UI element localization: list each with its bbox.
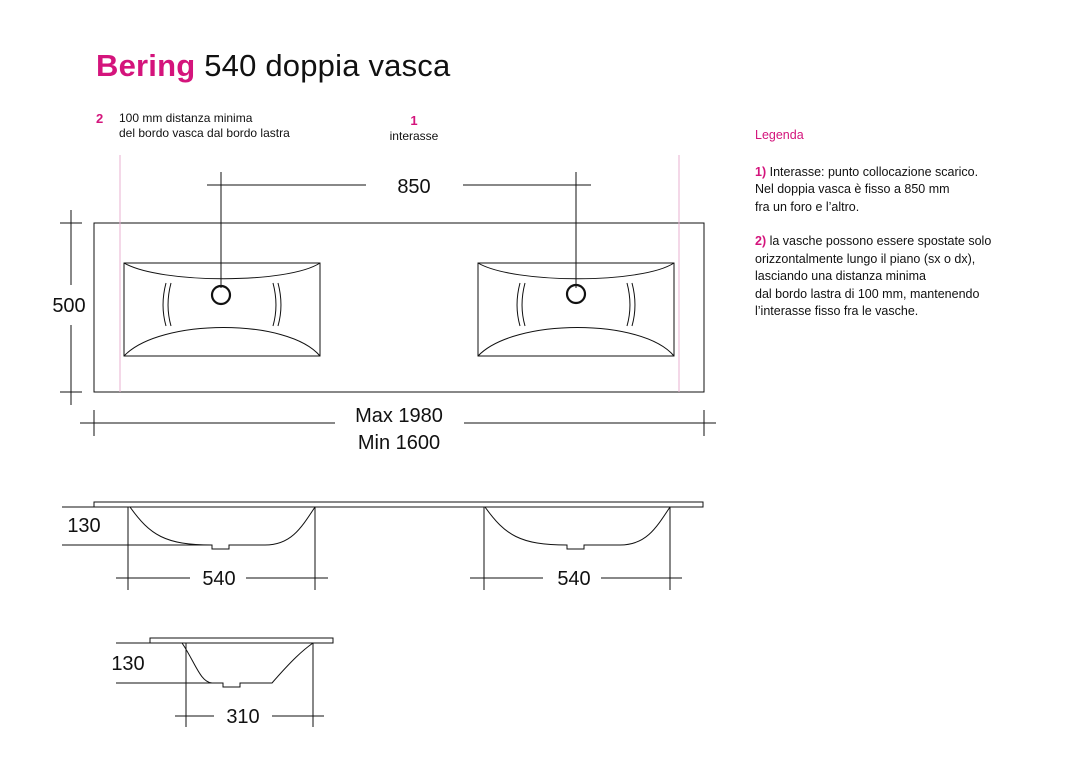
- top-view-basin-left: [124, 263, 320, 356]
- label-basin-right: 540: [557, 568, 591, 590]
- note-min-distance-number: 2: [96, 111, 104, 126]
- legend-item-2-line: la vasche possono essere spostate solo: [769, 234, 992, 248]
- legend-item-2-key: 2): [755, 234, 767, 248]
- note-interaxis-label: interasse: [389, 129, 439, 143]
- note-interaxis-number: 1: [410, 113, 418, 128]
- model-name: 540 doppia vasca: [204, 48, 451, 83]
- note-min-distance-line2: del bordo vasca dal bordo lastra: [119, 126, 290, 140]
- legend-item-2-line: l’interasse fisso fra le vasche.: [755, 304, 919, 318]
- label-width-max: Max 1980: [355, 405, 443, 427]
- label-side-height: 130: [111, 653, 145, 675]
- side-section-view: [150, 638, 333, 687]
- label-basin-left: 540: [202, 568, 236, 590]
- legend-item-2-line: dal bordo lastra di 100 mm, mantenendo: [755, 286, 980, 301]
- legend-item-1-key: 1): [755, 164, 767, 179]
- brand-name: Bering: [96, 48, 196, 83]
- note-min-distance-line1: 100 mm distanza minima: [119, 111, 253, 125]
- top-view-slab: [94, 223, 704, 392]
- legend-item-1-line: Interasse: punto collocazione scarico.: [769, 164, 979, 179]
- label-interaxis: 850: [397, 176, 431, 198]
- legend-item-1-line: fra un foro e l’altro.: [755, 199, 860, 214]
- label-width-min: Min 1600: [357, 432, 441, 454]
- label-depth: 500: [52, 295, 86, 317]
- legend-item-1-line: Nel doppia vasca è fisso a 850 mm: [755, 182, 950, 196]
- legend-item-2-line: lasciando una distanza minima: [755, 269, 926, 283]
- drain-hole-left: [212, 286, 230, 304]
- legend-title: Legenda: [755, 128, 804, 142]
- label-front-height: 130: [67, 515, 101, 537]
- label-side-depth: 310: [226, 706, 260, 728]
- legend-item-2-line: orizzontalmente lungo il piano (sx o dx),: [755, 251, 976, 266]
- front-section-view: [94, 502, 703, 549]
